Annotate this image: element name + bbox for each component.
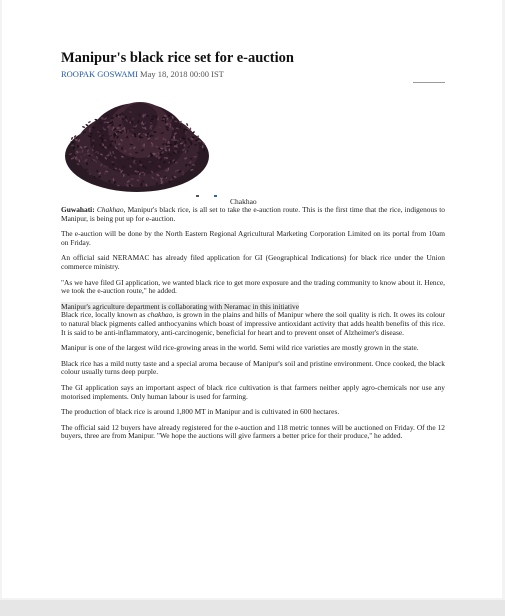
divider-rule <box>413 82 445 83</box>
photo-caption: Chakhao <box>230 197 257 206</box>
paragraph-4: "As we have filed GI application, we wanted black rice to get more exposure and the trading community to know about it. Hence, we took the e-auction route," he added. <box>61 277 445 296</box>
term-chakhao: Chakhao <box>96 205 124 214</box>
caption-marks <box>196 194 222 198</box>
paragraph-2: The e-auction will be done by the North Eastern Regional Agricultural Marketing Corporation Limited on its portal from 10am on Friday. <box>61 229 445 247</box>
paragraph-7: Manipur is one of the largest wild rice-growing areas in the world. Semi wild rice varieties are mostly grown in the state. <box>61 343 419 353</box>
author-name[interactable]: ROOPAK GOSWAMI <box>61 69 138 79</box>
paragraph-6 <box>61 311 445 337</box>
byline <box>61 69 224 79</box>
paragraph-9: The GI application says an important aspect of black rice cultivation is that farmers neither apply agro-chemicals nor use any motorised implements. Only human labour is used for farming. <box>61 382 445 401</box>
term-chakhao-local: chakhao <box>147 310 173 320</box>
paragraph-11: The official said 12 buyers have already registered for the e-auction and 118 metric tonnes will be auctioned on Friday. Of the 12 buyers, three are from Manipur. "We hope the auctions will give farmers a better price for their produce," he added. <box>61 422 445 441</box>
paragraph-8: Black rice has a mild nutty taste and a special aroma because of Manipur's soil and pristine environment. Once cooked, the black colour usually turns deep purple. <box>61 358 445 377</box>
paragraph-6-start: Black rice, locally known as <box>61 310 148 320</box>
paragraph-3: An official said NERAMAC has already filed application for GI (Geographical Indications) for black rice under the Union commerce ministry. <box>61 253 445 271</box>
publish-date: May 18, 2018 00:00 IST <box>140 69 224 79</box>
black-rice-photo <box>62 94 212 194</box>
dateline: Guwahati: <box>61 205 95 214</box>
paragraph-10: The production of black rice is around 1,800 MT in Manipur and is cultivated in 600 hectares. <box>61 407 340 417</box>
highlighted-text: Manipur's agriculture department is collaborating with Neramac in this initiative <box>61 301 299 311</box>
viewer-bottom-strip <box>0 600 505 616</box>
paragraph-1 <box>61 206 445 223</box>
article-body <box>61 206 445 448</box>
paragraph-1-text: , Manipur's black rice, is all set to take the e-auction route. This is the first time that the rice, indigenous to Manipur, is being put up for e-auction. <box>61 205 445 223</box>
paragraph-6-text: , is grown in the plains and hills of Manipur where the soil quality is rich. It owes its colour to natural black pigments called anthocyanins which boast of impressive antioxidant activity that adds health benefits of this rice. It is said to be anti-inflammatory, anti-carcinogenic, beneficial for heart and to prevent onset of Alzheimer's disease. <box>61 310 445 337</box>
article-title: Manipur's black rice set for e-auction <box>61 50 294 66</box>
